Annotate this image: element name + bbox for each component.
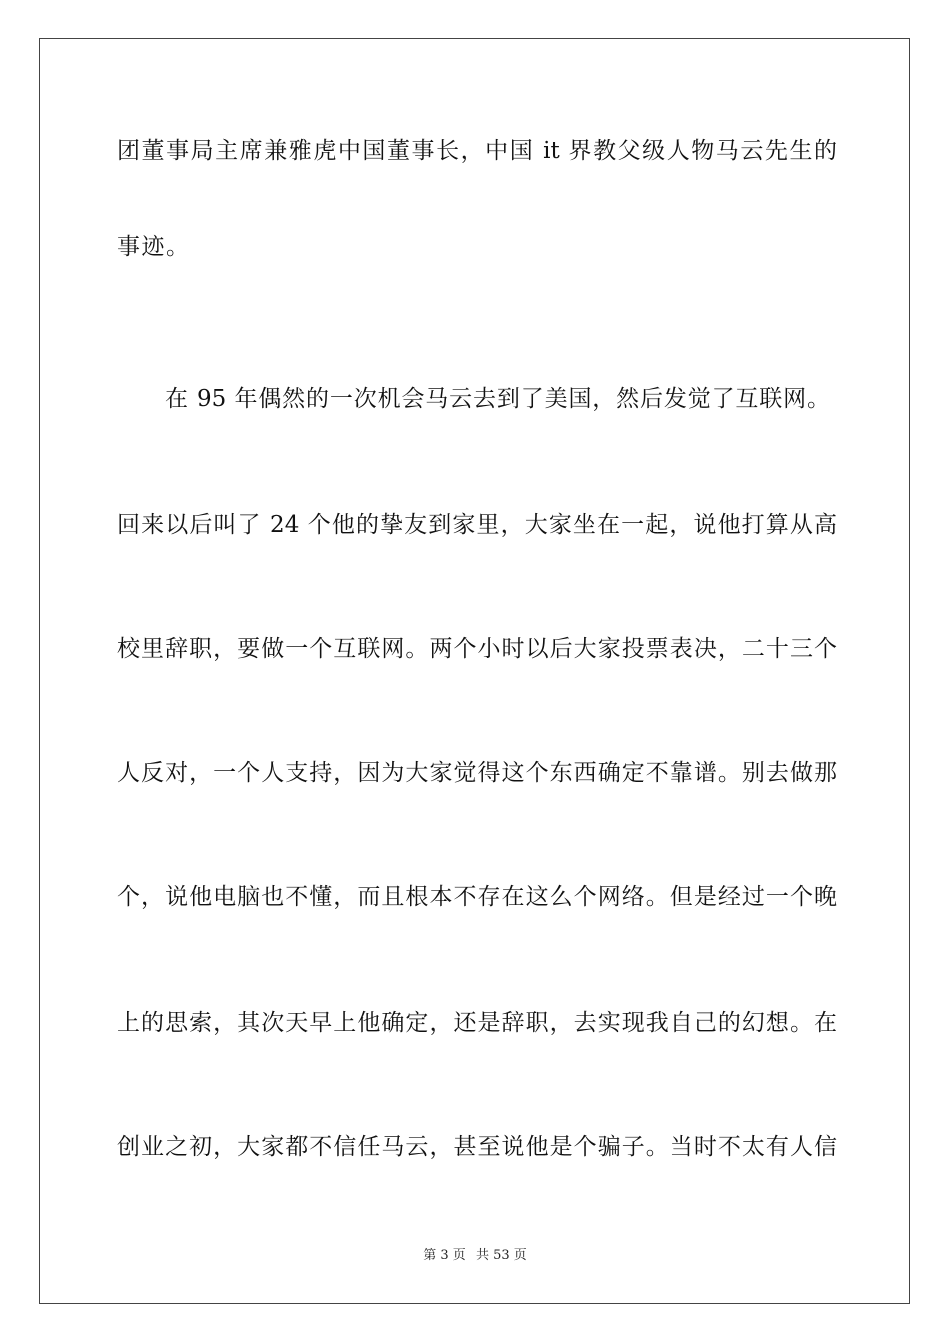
text-line-1: 团董事局主席兼雅虎中国董事长，中国 it 界教父级人物马云先生的 — [117, 138, 837, 164]
page-number: 第 3 页 — [423, 1248, 466, 1263]
page-total: 共 53 页 — [475, 1248, 527, 1263]
text-line-2: 事迹。 — [117, 234, 191, 260]
text-line-7: 个，说他电脑也不懂，而且根本不存在这么个网络。但是经过一个晚 — [117, 884, 837, 910]
page-footer — [0, 1247, 950, 1265]
text-line-5: 校里辞职，要做一个互联网。两个小时以后大家投票表决，二十三个 — [117, 636, 837, 662]
text-line-6: 人反对，一个人支持，因为大家觉得这个东西确定不靠谱。别去做那 — [117, 760, 837, 786]
text-line-3: 在 95 年偶然的一次机会马云去到了美国，然后发觉了互联网。 — [165, 386, 830, 412]
page-border — [39, 38, 910, 1304]
text-line-4: 回来以后叫了 24 个他的挚友到家里，大家坐在一起，说他打算从高 — [117, 512, 837, 538]
text-line-9: 创业之初，大家都不信任马云，甚至说他是个骗子。当时不太有人信 — [117, 1134, 837, 1160]
text-line-8: 上的思索，其次天早上他确定，还是辞职，去实现我自己的幻想。在 — [117, 1010, 837, 1036]
